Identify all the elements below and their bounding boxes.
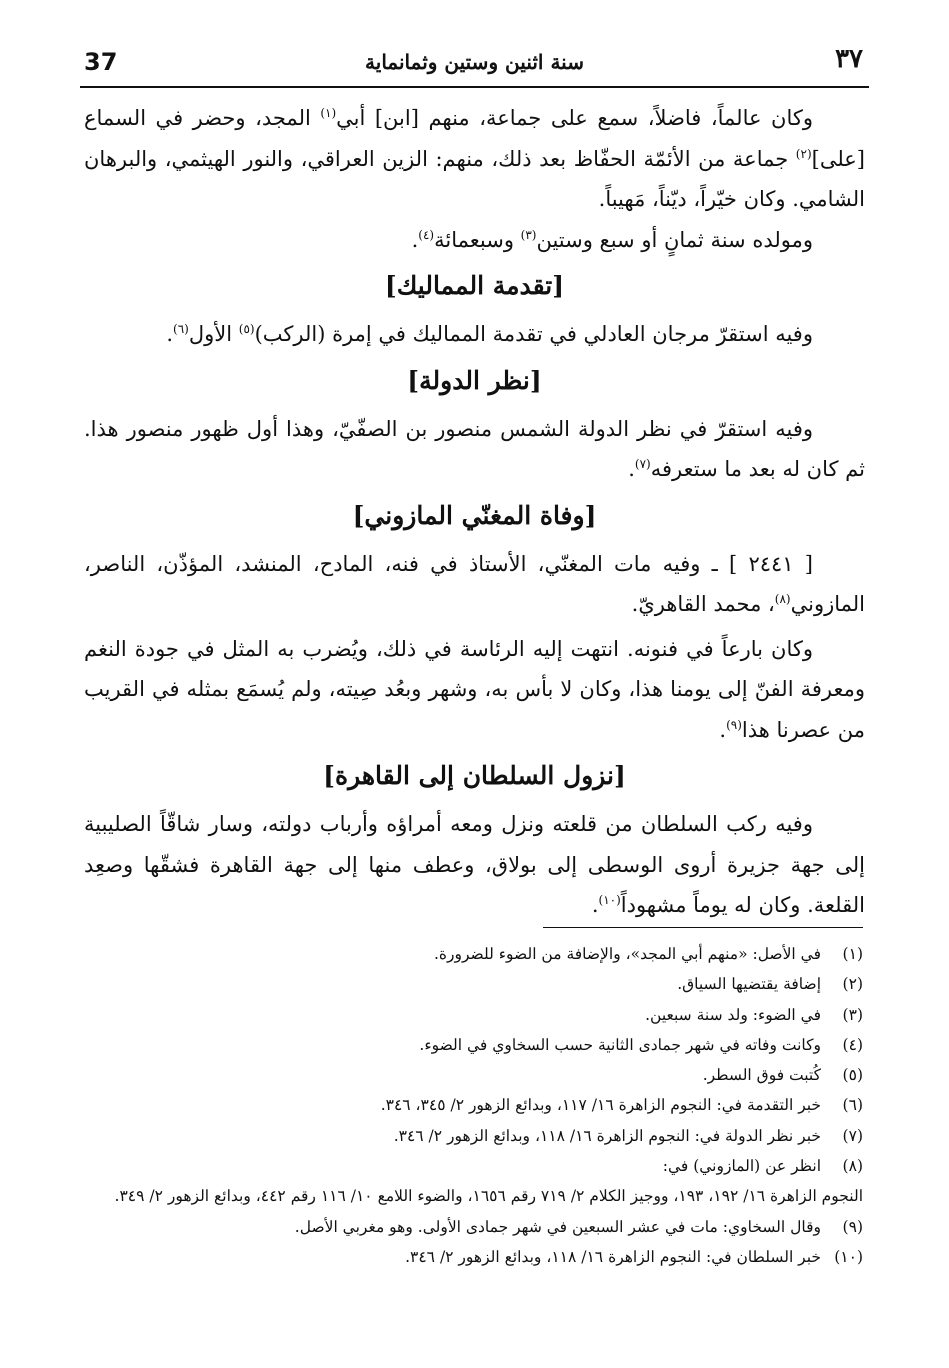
text-run: وفيه ركب السلطان من قلعته ونزل ومعه أمراؤه وأرباب دولته، وسار شاقّاً الصليبية إلى جهة جزيرة أروى الوسطى إلى بولاق، وعطف منها إلى جهة القاهرة فشقّها وصعِد القلعة. وكان له يوماً مشهوداً — [84, 812, 865, 917]
footnote-number: (٧) — [842, 1126, 863, 1145]
text-run: وفيه استقرّ مرجان العادلي في تقدمة المماليك في إمرة (الركب) — [254, 322, 813, 346]
footnote-text: وقال السخاوي: مات في عشر السبعين في شهر جمادى الأولى. وهو مغربي الأصل. — [294, 1217, 821, 1236]
footnote-number: (٥) — [842, 1066, 863, 1085]
section-heading: [تقدمة المماليك] — [384, 271, 565, 300]
footnote-text: خبر نظر الدولة في: النجوم الزاهرة ١٦/ ١١٨، وبدائع الزهور ٢/ ٣٤٦. — [393, 1126, 821, 1145]
footnote-item — [84, 1121, 863, 1151]
running-title: سنة اثنين وستين وثمانماية — [365, 50, 584, 74]
footnote-text: وكانت وفاته في شهر جمادى الثانية حسب السخاوي في الضوء. — [419, 1035, 821, 1054]
footnote-text: في الضوء: ولد سنة سبعين. — [645, 1005, 821, 1024]
paragraph-6 — [84, 629, 865, 751]
text-run: . — [411, 227, 419, 252]
footnote-rule — [543, 927, 863, 928]
footnote-ref: (٤) — [418, 227, 435, 242]
footnote-item — [84, 1000, 863, 1030]
footnote-ref: (١) — [320, 106, 337, 120]
footnote-continuation: النجوم الزاهرة ١٦/ ١٩٢، ١٩٣، ووجيز الكلام ٢/ ٧١٩ رقم ١٦٥٦، والضوء اللامع ١٠/ ١١٦ رقم ٤٤٢، وبدائع الزهور ٢/ ٣٤٩. — [114, 1187, 863, 1206]
section-heading: [نزول السلطان إلى القاهرة] — [323, 761, 626, 790]
text-run: وكان عالماً، فاضلاً، سمع على جماعة، منهم [ابن] أبي — [336, 106, 813, 130]
paragraph-5 — [84, 544, 865, 625]
text-run: ، محمد القاهريّ. — [631, 592, 775, 616]
text-run: [ ٢٤٤١ ] ـ وفيه مات المغنّي، الأستاذ في فنه، المادح، المنشد، المؤذّن، الناصر، المازوني — [84, 551, 865, 616]
page-number-arabic: ٣٧ — [835, 44, 863, 74]
footnote-item — [84, 1030, 863, 1060]
footnote-text: انظر عن (المازوني) في: — [662, 1157, 821, 1176]
footnotes — [84, 939, 863, 1272]
text-run: . — [591, 893, 599, 917]
section-heading: [نظر الدولة] — [407, 365, 542, 395]
paragraph-3 — [84, 314, 865, 355]
footnote-ref: (٥) — [238, 322, 255, 336]
footnote-number: (١) — [842, 945, 863, 963]
footnote-number: (٣) — [842, 1005, 863, 1024]
text-run: وكان بارعاً في فنونه. انتهت إليه الرئاسة في ذلك، ويُضرب به المثل في جودة النغم ومعرفة الفنّ إلى يومنا هذا، وكان لا بأس به، وشهر وبعُد صِيته، ولم يُسمَع بمثله في القريب من عصرنا هذا — [84, 636, 865, 742]
footnote-text: في الأصل: «منهم أبي المجد»، والإضافة من الضوء للضرورة. — [433, 945, 821, 963]
footnote-item — [84, 969, 863, 999]
header-rule — [80, 86, 869, 88]
text-run: وسبعمائة — [434, 227, 521, 252]
text-run: ومولده سنة ثمانٍ أو سبع وستين — [536, 227, 813, 252]
text-run: . — [719, 717, 727, 742]
footnote-ref: (٢) — [795, 146, 812, 161]
main-text — [84, 98, 865, 926]
text-run: جماعة من الأئمّة الحفّاظ بعد ذلك، منهم: الزين العراقي، والنور الهيثمي، والبرهان الشامي. وكان خيّراً، ديّناً، مَهيباً. — [84, 146, 865, 211]
text-run: . — [628, 457, 635, 481]
footnote-ref: (٦) — [173, 322, 189, 336]
footnote-text: كُتبت فوق السطر. — [702, 1066, 821, 1085]
text-run: . — [166, 322, 174, 346]
footnote-ref: (٨) — [774, 592, 791, 606]
paragraph-2 — [84, 220, 865, 261]
footnote-number: (٩) — [842, 1217, 863, 1236]
footnote-ref: (٩) — [726, 717, 742, 732]
footnote-ref: (١٠) — [598, 893, 621, 907]
paragraph-7 — [84, 804, 865, 926]
footnote-text: خبر السلطان في: النجوم الزاهرة ١٦/ ١١٨، وبدائع الزهور ٢/ ٣٤٦. — [405, 1247, 821, 1266]
text-run: الأول — [188, 322, 239, 346]
text-run: المجد، وحضر في السماع [على] — [84, 106, 865, 171]
footnote-item — [84, 1090, 863, 1120]
footnote-text: إضافة يقتضيها السياق. — [677, 975, 821, 994]
footnote-ref: (٧) — [634, 457, 651, 471]
paragraph-1 — [84, 98, 865, 220]
footnote-number: (٦) — [842, 1096, 863, 1115]
text-run: وفيه استقرّ في نظر الدولة الشمس منصور بن الصفّيّ، وهذا أول ظهور منصور هذا. ثم كان له بعد ما ستعرفه — [84, 416, 865, 481]
footnote-number: (٢) — [842, 975, 863, 994]
footnote-item — [84, 1242, 863, 1272]
paragraph-4 — [84, 409, 865, 490]
footnote-ref: (٣) — [520, 227, 537, 242]
footnote-text: خبر التقدمة في: النجوم الزاهرة ١٦/ ١١٧، وبدائع الزهور ٢/ ٣٤٥، ٣٤٦. — [380, 1096, 821, 1115]
footnote-item — [84, 939, 863, 969]
footnote-number: (١٠) — [834, 1247, 863, 1266]
footnote-number: (٤) — [842, 1035, 863, 1054]
page-header — [80, 42, 869, 82]
footnote-item — [84, 1060, 863, 1090]
footnote-item — [84, 1212, 863, 1242]
footnote-number: (٨) — [842, 1157, 863, 1176]
page-number-latin: 37 — [84, 48, 118, 76]
section-heading: [وفاة المغنّي المازوني] — [352, 500, 597, 530]
footnote-item — [84, 1151, 863, 1181]
